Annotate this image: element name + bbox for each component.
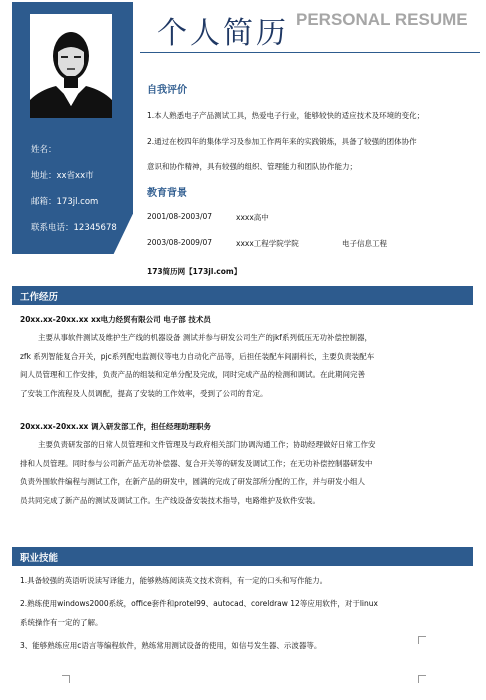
skill-line: 系统操作有一定的了解。 xyxy=(20,618,103,627)
job-desc-line: zfk 系列智能复合开关，pjc系列配电监测仪等电力自动化产品等，后担任装配车间副科长，主要负责装配车 xyxy=(20,351,375,361)
edu-period: 2003/08-2009/07 xyxy=(147,238,213,247)
job-desc-line: 员共同完成了新产品的测试及调试工作。生产线设备安装技术指导，电路维护及软件安装。 xyxy=(20,495,320,505)
page-corner-mark xyxy=(418,675,426,683)
job-description xyxy=(20,329,470,403)
skill-line: 2.熟练使用windows2000系统，office套件和protel99、autocad、coreldraw 12等应用软件，对于linux xyxy=(20,599,378,608)
portrait-icon xyxy=(30,14,112,118)
work-section-bar xyxy=(12,286,473,305)
job-desc-line: 主要负责研发部的日常人员管理和文件管理及与政府相关部门协调沟通工作；协助经理做好日常工作安 xyxy=(38,440,376,449)
site-link[interactable]: 173简历网【173jl.com】 xyxy=(147,267,242,276)
skills-section-bar xyxy=(12,547,473,566)
job-desc-line: 主要从事软件测试及维护生产线的机器设备 测试并参与研发公司生产的jkf系列低压无功补偿控制器， xyxy=(38,333,372,342)
edu-school: xxxx高中 xyxy=(236,213,269,222)
edu-school: xxxx工程学院学院 xyxy=(236,239,299,248)
title-divider xyxy=(140,52,480,53)
profile-photo xyxy=(30,14,112,118)
phone-line: 联系电话：12345678 xyxy=(31,223,117,233)
skill-line: 1.具备较强的英语听说读写译能力，能够熟练阅读英文技术资料，有一定的口头和写作能力。 xyxy=(20,576,328,585)
job-title: 20xx.xx-20xx.xx xx电力经贸有限公司 电子部 技术员 xyxy=(20,315,211,324)
name-label: 姓名： xyxy=(31,145,57,155)
self-eval-heading: 自我评价 xyxy=(147,85,187,96)
job-desc-line: 了安装工作流程及人员调配，提高了安装的工作效率，受到了公司的肯定。 xyxy=(20,388,268,398)
job-title: 20xx.xx-20xx.xx 调入研发部工作，担任经理助理职务 xyxy=(20,422,211,431)
work-section-title: 工作经历 xyxy=(20,292,59,303)
page-corner-mark xyxy=(62,675,70,683)
job-desc-line: 间人员管理和工作安排，负责产品的组装和定单分配及完成，同时完成产品的检测和调试。在此期间完善 xyxy=(20,370,365,379)
email-line: 邮箱：173jl.com xyxy=(31,197,99,207)
job-desc-line: 排和人员管理。同时参与公司新产品无功补偿器、复合开关等的研发及调试工作；在无功补偿控制器研发中 xyxy=(20,458,373,468)
skill-line: 3、能够熟练应用c语言等编程软件，熟练常用测试设备的使用，如信号发生器、示波器等。 xyxy=(20,641,322,650)
self-eval-line: 意识和协作精神，具有较强的组织、管理能力和团队协作能力； xyxy=(147,162,357,171)
skills-section-title: 职业技能 xyxy=(20,553,59,564)
address-line: 地址：xx省xx市 xyxy=(31,171,94,181)
self-eval-line: 1.本人熟悉电子产品测试工具，热爱电子行业，能够较快的适应技术及环境的变化； xyxy=(147,111,425,120)
job-description xyxy=(20,436,470,510)
job-desc-line: 负责外围软件编程与测试工作，在新产品的研发中，圆满的完成了研发部所分配的工作，并与研发小组人 xyxy=(20,477,365,486)
self-eval-line: 2.通过在校四年的集体学习及参加工作两年来的实践锻炼，具备了较强的团体协作 xyxy=(147,137,417,146)
education-heading: 教育背景 xyxy=(147,188,187,199)
edu-period: 2001/08-2003/07 xyxy=(147,212,213,221)
page-corner-mark xyxy=(418,636,426,644)
edu-major: 电子信息工程 xyxy=(342,239,387,248)
page-subtitle: PERSONAL RESUME xyxy=(296,10,468,29)
page-title: 个人简历 xyxy=(157,16,289,51)
